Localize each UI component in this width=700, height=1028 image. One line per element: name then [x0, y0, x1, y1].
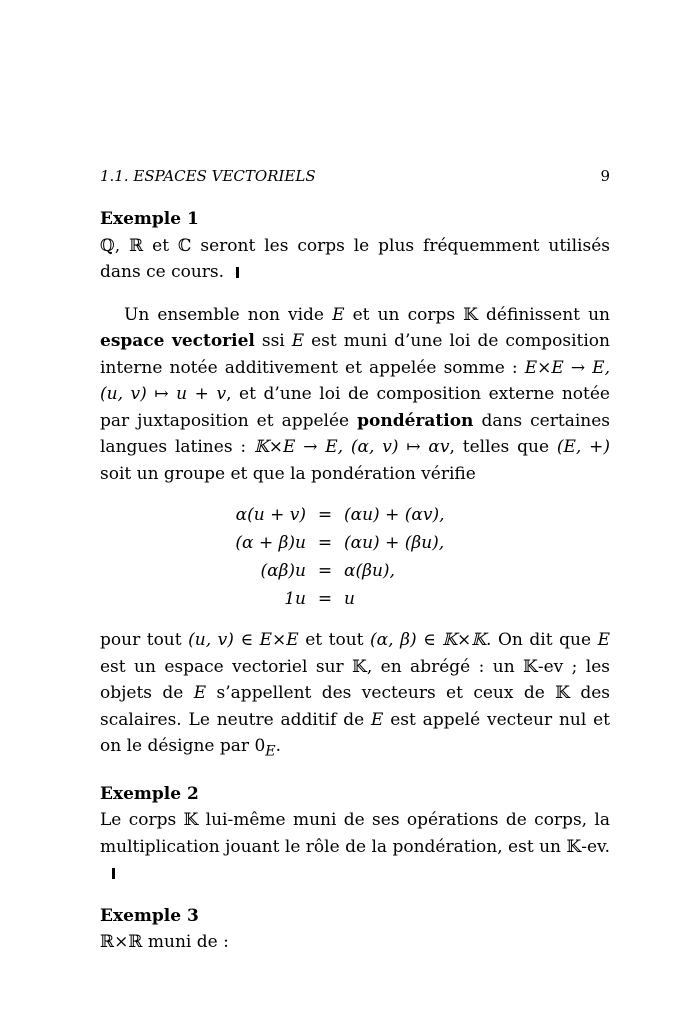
running-head: [100, 166, 610, 186]
equation-array: [100, 501, 610, 613]
qed-mark: [112, 868, 115, 879]
qed-mark: [236, 267, 239, 278]
equation-row: [100, 557, 610, 585]
text-segment: et tout: [298, 630, 371, 650]
text-segment: .: [275, 736, 282, 756]
example2-text: [100, 807, 610, 887]
equation-relation: =: [317, 589, 333, 609]
text-segment: , et d’une loi de composition externe notée par juxtaposition et appelée: [100, 384, 610, 431]
equation-relation: =: [317, 533, 333, 553]
math-var: E: [193, 683, 207, 703]
example1-heading: Exemple 1: [100, 209, 199, 229]
page-number: 9: [600, 167, 610, 185]
defined-term: pondération: [357, 410, 474, 431]
equation-lhs: (α + β)u: [235, 533, 306, 553]
text-segment: s’appellent des vecteurs et ceux de 𝕂 des scalaires. Le neutre additif de: [100, 683, 610, 730]
equation-lhs: (αβ)u: [260, 561, 306, 581]
math-inline: E×E → E, (u, v) ↦ u + v: [100, 357, 610, 404]
math-var: E: [332, 304, 345, 325]
equation-row: [100, 529, 610, 557]
math-var: E: [371, 709, 384, 730]
equation-rhs: (αu) + (αv),: [344, 505, 445, 525]
text-segment: Un ensemble non vide: [124, 304, 333, 325]
equation-lhs: α(u + v): [235, 505, 306, 525]
math-var: E: [597, 630, 610, 650]
zero-symbol: 0: [254, 736, 266, 756]
math-var: E: [291, 331, 305, 351]
example3-text: ℝ×ℝ muni de :: [100, 932, 229, 953]
equation-rhs: α(βu),: [344, 561, 395, 581]
continuation-paragraph: [100, 627, 610, 765]
equation-relation: =: [317, 561, 333, 581]
equation-row: [100, 501, 610, 529]
text-segment: est muni d’une loi de composition interne notée additivement et appelée somme :: [100, 331, 610, 378]
defined-term: espace vectoriel: [100, 331, 255, 351]
equation-relation: =: [317, 505, 333, 525]
example3-heading: Exemple 3: [100, 905, 199, 926]
text-segment: soit un groupe et que la pondération vérifie: [100, 463, 476, 484]
text-segment: ssi: [254, 331, 292, 351]
equation-row: [100, 585, 610, 613]
text-segment: , telles que: [449, 437, 557, 457]
text-segment: est appelé vecteur nul et on le désigne par: [100, 709, 610, 756]
math-inline: (u, v) ∈ E×E: [188, 630, 299, 650]
math-inline: 𝕂×E → E, (α, v) ↦ αv: [253, 437, 450, 457]
equation-rhs: u: [344, 589, 355, 609]
example1-content: ℚ, ℝ et ℂ seront les corps le plus fréquemment utilisés dans ce cours.: [100, 235, 610, 282]
section-title: 1.1. ESPACES VECTORIELS: [100, 167, 316, 185]
definition-paragraph: [100, 302, 610, 488]
text-segment: dans certaines langues latines :: [100, 410, 610, 457]
example2-content: Le corps 𝕂 lui-même muni de ses opérations de corps, la multiplication jouant le rôle de la pondération, est un 𝕂-ev.: [100, 810, 610, 857]
zero-subscript: E: [265, 743, 276, 760]
math-inline: (E, +): [556, 437, 610, 457]
math-inline: (α, β) ∈ 𝕂×𝕂: [370, 630, 487, 650]
text-segment: et un corps 𝕂 définissent un: [344, 304, 610, 325]
example1-text: [100, 233, 610, 286]
equation-lhs: 1u: [284, 589, 306, 609]
example2-heading: Exemple 2: [100, 783, 199, 804]
equation-rhs: (αu) + (βu),: [344, 533, 445, 553]
text-segment: est un espace vectoriel sur 𝕂, en abrégé : un 𝕂-ev ; les objets de: [100, 656, 610, 703]
text-segment: . On dit que: [486, 630, 598, 650]
text-segment: pour tout: [100, 630, 189, 650]
text-body: [100, 206, 610, 956]
